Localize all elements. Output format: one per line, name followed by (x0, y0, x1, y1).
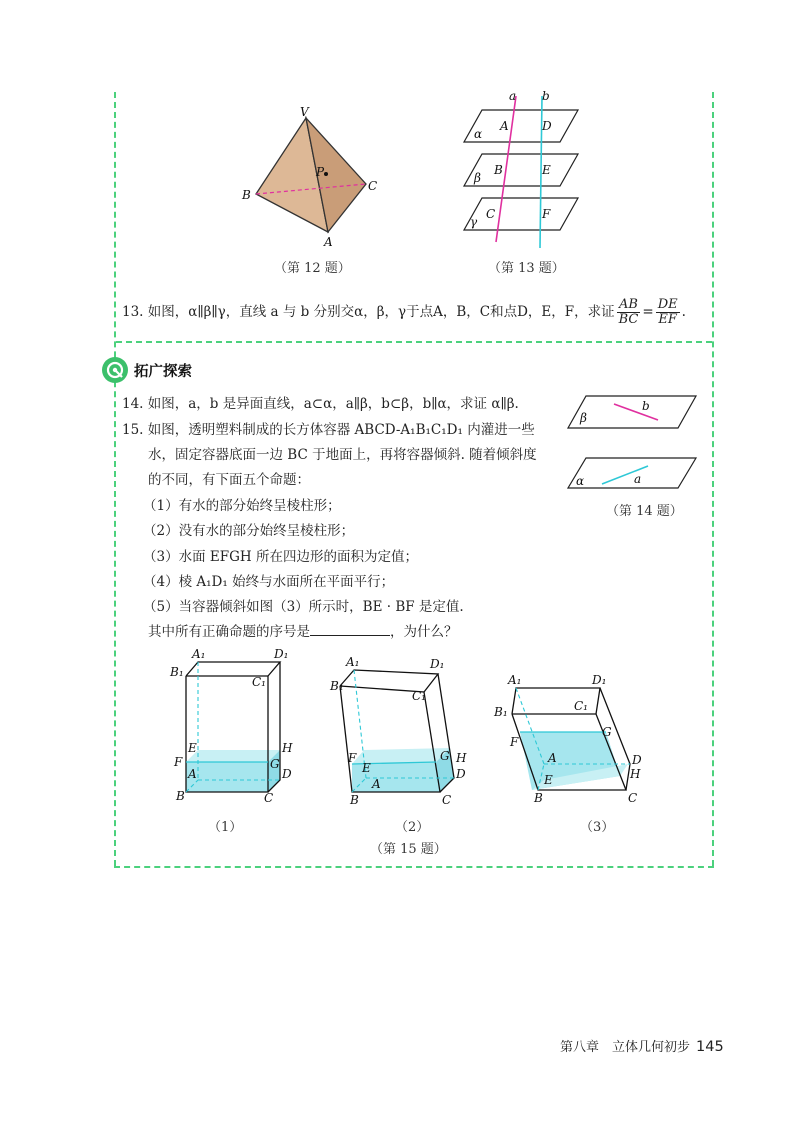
fig15-box-1 (168, 648, 298, 808)
fig14-label-b: b (642, 399, 650, 413)
section-title: 拓广探索 (134, 363, 192, 380)
fig15-2-A1: A₁ (346, 655, 360, 669)
fig15-sub3: （3） (580, 820, 615, 835)
fig15-3-B: B (534, 791, 543, 805)
fig15-3-A: A (548, 751, 557, 765)
q15-line1: 15. 如图，透明塑料制成的长方体容器 ABCD-A₁B₁C₁D₁ 内灌进一些 (122, 422, 535, 438)
q15-item-5: （5）当容器倾斜如图（3）所示时，BE · BF 是定值. (143, 599, 464, 615)
fig15-1-A: A (188, 767, 197, 781)
fig13-label-b-line: b (542, 89, 550, 103)
chapter-title: 第八章 立体几何初步 (560, 1040, 691, 1055)
fig15-2-F: F (348, 751, 357, 765)
q14-text: 14. 如图，a，b 是异面直线，a⊂α，a∥β，b⊂β，b∥α，求证 α∥β. (122, 396, 519, 412)
fig15-1-C: C (264, 791, 274, 805)
fig12-label-p: P (316, 165, 325, 179)
fig13-label-a-line: a (509, 89, 517, 103)
q13-frac1: $\frac{AB}{BC}$ (618, 297, 639, 327)
fig15-1-F: F (174, 755, 183, 769)
fig13-label-B: B (494, 163, 503, 177)
fig15-3-E: E (544, 773, 553, 787)
fig13-label-D: D (542, 119, 552, 133)
fig15-2-H: H (456, 751, 467, 765)
page-number: 145 (696, 1039, 724, 1055)
fig15-2-E: E (362, 761, 371, 775)
fig14-label-beta: β (580, 411, 587, 425)
section-header (102, 355, 192, 385)
fig15-3-C1: C₁ (574, 699, 588, 713)
fig15-3-D: D (632, 753, 642, 767)
q13-eq: = (642, 304, 654, 320)
q15-line2: 水，固定容器底面一边 BC 于地面上，再将容器倾斜. 随着倾斜度 (148, 447, 537, 463)
fig14-label-alpha: α (576, 474, 585, 488)
fig13-label-F: F (542, 207, 551, 221)
fig15-3-A1: A₁ (508, 673, 522, 687)
frame-left-border (114, 92, 116, 866)
fig15-1-B1: B₁ (170, 665, 184, 679)
fig15-1-A1: A₁ (192, 647, 206, 661)
fig13-label-beta: β (474, 171, 481, 185)
frame-bottom-border (114, 866, 714, 868)
fig12-label-a: A (324, 235, 333, 249)
fig15-2-C: C (442, 793, 452, 807)
fig15-1-G: G (270, 757, 280, 771)
fig15-2-B: B (350, 793, 359, 807)
fig15-box-2 (330, 652, 475, 808)
fig13-label-alpha: α (474, 127, 483, 141)
fig12-label-c: C (368, 179, 378, 193)
q13-text-line (122, 298, 686, 327)
q13-end: . (681, 304, 686, 320)
fig15-caption: （第 15 题） (370, 842, 447, 857)
fig15-1-E: E (188, 741, 197, 755)
answer-blank (310, 621, 390, 636)
fig12-tetrahedron (236, 104, 376, 254)
fig14-label-a: a (634, 472, 642, 486)
q15-line3: 的不同，有下面五个命题： (148, 472, 310, 488)
fig15-1-H: H (282, 741, 293, 755)
page-footer (560, 1036, 724, 1055)
fig15-2-B1: B₁ (330, 679, 344, 693)
fig15-box-3 (492, 672, 652, 812)
q15-item-4: （4）棱 A₁D₁ 始终与水面所在平面平行； (143, 574, 395, 590)
fig13-label-C: C (486, 207, 496, 221)
fig13-label-A: A (500, 119, 509, 133)
fig15-3-B1: B₁ (494, 705, 508, 719)
fig15-3-H: H (630, 767, 641, 781)
fig15-2-C1: C₁ (412, 689, 426, 703)
q15-question (148, 620, 458, 644)
fig15-3-F: F (510, 735, 519, 749)
q13-text: 13. 如图，α∥β∥γ，直线 a 与 b 分别交α，β，γ于点A，B，C和点D，E，F，求证 (122, 304, 615, 320)
q15-ask-pre: 其中所有正确命题的序号是 (148, 624, 310, 640)
fig14-skew-lines (562, 392, 702, 492)
fig15-2-G: G (440, 749, 450, 763)
q15-item-1: （1）有水的部分始终呈棱柱形； (143, 498, 341, 514)
fig15-3-C: C (628, 791, 638, 805)
fig14-caption: （第 14 题） (606, 504, 683, 519)
fig15-sub2: （2） (395, 820, 430, 835)
fig15-2-D1: D₁ (430, 657, 445, 671)
fig13-label-E: E (542, 163, 551, 177)
fig12-caption: （第 12 题） (274, 261, 351, 276)
fig13-parallel-planes (456, 88, 596, 258)
fig15-1-D: D (282, 767, 292, 781)
fig15-3-G: G (602, 725, 612, 739)
fig13-caption: （第 13 题） (488, 261, 565, 276)
q15-item-2: （2）没有水的部分始终呈棱柱形； (143, 523, 355, 539)
section-separator (116, 341, 712, 343)
fig15-2-A: A (372, 777, 381, 791)
q15-ask-post: ，为什么？ (390, 624, 458, 640)
fig12-label-b: B (242, 188, 251, 202)
fig15-1-D1: D₁ (274, 647, 289, 661)
q15-item-3: （3）水面 EFGH 所在四边形的面积为定值； (143, 549, 418, 565)
fig13-label-gamma: γ (470, 215, 478, 229)
fig15-3-D1: D₁ (592, 673, 607, 687)
frame-right-border (712, 92, 714, 866)
fig15-2-D: D (456, 767, 466, 781)
q13-frac2: $\frac{DE}{EF}$ (657, 297, 678, 327)
fig15-sub1: （1） (208, 820, 243, 835)
explore-icon (102, 357, 128, 383)
fig15-1-C1: C₁ (252, 675, 266, 689)
fig12-label-v: V (300, 105, 309, 119)
fig15-1-B: B (176, 789, 185, 803)
